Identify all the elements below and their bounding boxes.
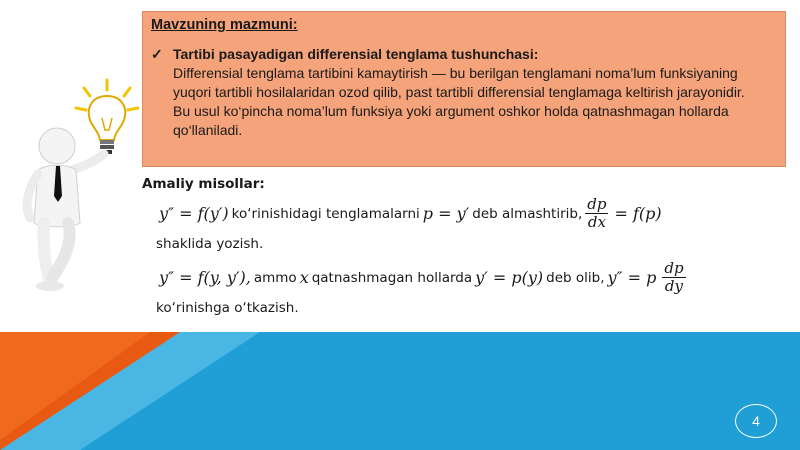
examples-section [142,172,782,322]
item-title: Tartibi pasayadigan differensial tenglama tushunchasi: [173,46,539,62]
example-2-text-3: deb olib, [546,269,605,286]
example-1-text-2: deb almashtirib, [472,205,583,222]
box-heading: Mavzuning mazmuni: [151,17,298,33]
list-item [151,45,777,140]
example-1-substitution: p = y′ [422,204,470,223]
example-2-variable: x [299,268,309,287]
content-box [142,11,786,167]
example-1-line-1 [156,196,665,231]
example-2-fraction [662,260,685,295]
example-1-line-2 [156,236,263,252]
item-paragraph-1: Differensial tenglama tartibini kamaytirish — bu berilgan tenglamani noma’lum funksiyaning yuqori tartibli hosilalaridan ozod qilib, past tartibli differensial tenglamaga keltirish jarayonidir. [173,65,745,100]
example-2-text: ammo [253,269,297,286]
example-2-equation: y″ = f(y, y′), [159,268,251,287]
fraction-numerator: dp [587,195,607,213]
example-1-text: ko‘rinishidagi tenglamalarni [231,205,420,222]
examples-title: Amaliy misollar: [142,176,265,192]
example-1-fraction [585,196,608,231]
item-paragraph-2: Bu usul ko‘pincha noma’lum funksiya yoki argument oshkor holda qatnashmagan hollarda qo‘llaniladi. [173,103,729,138]
example-2-substitution: y′ = p(y) [475,268,544,287]
example-1-result: = f(p) [614,204,662,223]
fraction-numerator: dp [664,259,684,277]
example-2-line-2 [156,300,299,316]
item-body [173,45,777,140]
check-mark-icon: ✓ [151,46,163,62]
fraction-denominator: dy [664,277,683,295]
fraction-denominator: dx [587,213,606,231]
example-1-equation: y″ = f(y′) [159,204,229,223]
example-2-continuation: ko‘rinishga o‘tkazish. [156,300,299,316]
example-2-result: y″ = p [607,268,657,287]
page-number: 4 [735,404,777,438]
example-2-line-1 [156,260,689,295]
example-2-text-2: qatnashmagan hollarda [311,269,473,286]
example-1-continuation: shaklida yozish. [156,236,264,252]
person-with-lightbulb-icon [12,78,142,293]
